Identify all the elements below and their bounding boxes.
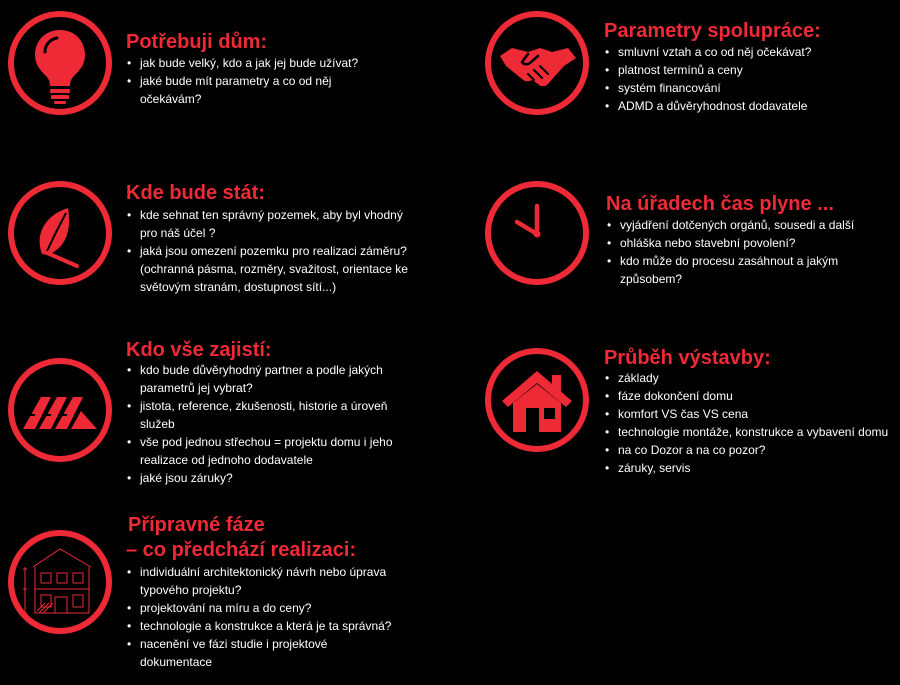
list-item: • jaké jsou záruky?: [126, 469, 401, 487]
section-list: [604, 369, 894, 477]
list-item: • kdo bude důvěryhodný partner a podle jakých parametrů jej vybrat?: [126, 361, 401, 397]
list-item: • smluvní vztah a co od něj očekávat?: [604, 43, 874, 61]
house-icon: [482, 345, 592, 455]
section-list: [126, 361, 401, 487]
section-title: Průběh výstavby:: [604, 347, 771, 369]
house-drawing-icon: [5, 527, 115, 637]
company-logo-icon: [5, 355, 115, 465]
section-title-line2: – co předchází realizaci:: [126, 539, 357, 561]
list-item: • záruky, servis: [604, 459, 894, 477]
list-item: • jaké bude mít parametry a co od něj očekávám?: [126, 72, 376, 108]
list-item: • technologie a konstrukce a která je ta správná?: [126, 617, 396, 635]
lightbulb-icon: [5, 8, 115, 118]
list-item: • ADMD a důvěryhodnost dodavatele: [604, 97, 874, 115]
section-title-line1: Přípravné fáze: [128, 514, 265, 536]
section-title: Parametry spolupráce:: [604, 20, 821, 42]
section-list: [604, 43, 874, 115]
list-item: • základy: [604, 369, 894, 387]
list-item: • platnost termínů a ceny: [604, 61, 874, 79]
section-title: Kde bude stát:: [126, 182, 265, 204]
list-item: • systém financování: [604, 79, 874, 97]
list-item: • individuální architektonický návrh nebo úprava typového projektu?: [126, 563, 396, 599]
list-item: • jistota, reference, zkušenosti, historie a úroveň služeb: [126, 397, 401, 433]
clock-icon: [482, 178, 592, 288]
leaf-icon: [5, 178, 115, 288]
list-item: • jaká jsou omezení pozemku pro realizaci záměru? (ochranná pásma, rozměry, svažitost, orientace ke světovým stranám, dostupnost sítí...): [126, 242, 416, 296]
list-item: • vše pod jednou střechou = projektu domu i jeho realizace od jednoho dodavatele: [126, 433, 401, 469]
list-item: • vyjádření dotčených orgánů, sousedi a další: [606, 216, 866, 234]
list-item: • projektování na míru a do ceny?: [126, 599, 396, 617]
section-list: [606, 216, 866, 288]
list-item: • fáze dokončení domu: [604, 387, 894, 405]
list-item: • technologie montáže, konstrukce a vybavení domu: [604, 423, 894, 441]
list-item: • komfort VS čas VS cena: [604, 405, 894, 423]
section-list: [126, 563, 396, 671]
section-list: [126, 206, 416, 296]
list-item: • ohláška nebo stavební povolení?: [606, 234, 866, 252]
list-item: • kdo může do procesu zasáhnout a jakým způsobem?: [606, 252, 866, 288]
list-item: • nacenění ve fázi studie i projektové dokumentace: [126, 635, 396, 671]
handshake-icon: [482, 8, 592, 118]
list-item: • jak bude velký, kdo a jak jej bude užívat?: [126, 54, 376, 72]
list-item: • na co Dozor a na co pozor?: [604, 441, 894, 459]
section-list: [126, 54, 376, 108]
list-item: • kde sehnat ten správný pozemek, aby byl vhodný pro náš účel ?: [126, 206, 416, 242]
section-title: Potřebuji dům:: [126, 31, 268, 53]
section-title: Na úřadech čas plyne ...: [606, 193, 834, 215]
section-title: Kdo vše zajistí:: [126, 339, 272, 361]
